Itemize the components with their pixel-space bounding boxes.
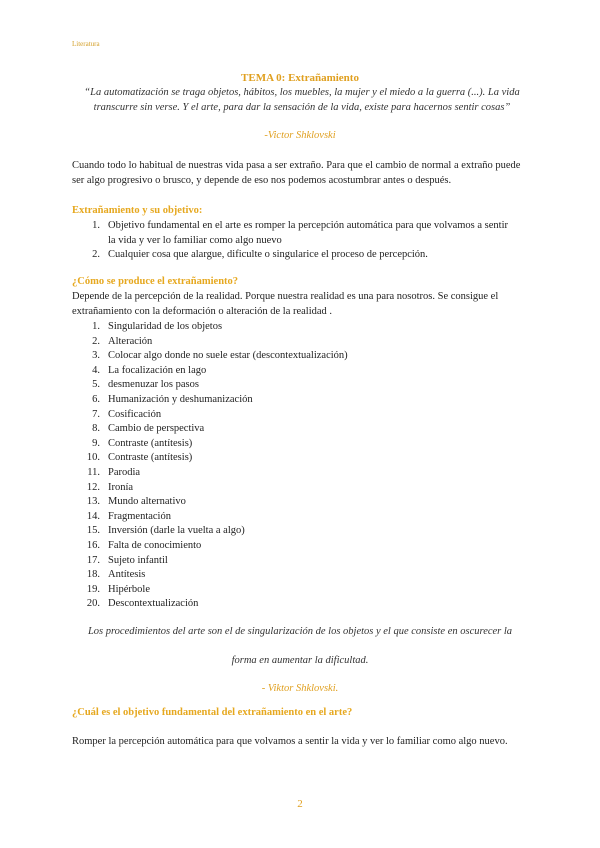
list-number: 5.	[92, 379, 100, 391]
list-number: 19.	[86, 583, 100, 595]
list-text: Singularidad de los objetos	[108, 321, 223, 332]
list-item	[72, 378, 512, 393]
section-heading-extranamiento: Extrañamiento y su objetivo:	[72, 205, 203, 216]
list-item	[72, 495, 512, 510]
list-text: Falta de conocimiento	[108, 539, 202, 551]
list-number: 12.	[86, 481, 100, 493]
list-text: Cualquier cosa que alargue, dificulte o singularice el proceso de percepción.	[108, 249, 428, 261]
section2-intro: Depende de la percepción de la realidad. Porque nuestra realidad es una para nosotros. Se consigue el extrañamiento con la deformación o alteración de la realidad .	[72, 291, 499, 317]
list-item	[72, 219, 512, 248]
procedures-quote-line1: Los procedimientos del arte son el de singularización de los objetos y el que consiste en oscurecer la	[87, 626, 513, 637]
list-text: Mundo alternativo	[108, 496, 186, 508]
list-item	[72, 597, 512, 612]
list-item	[72, 583, 512, 598]
intro-paragraph: Cuando todo lo habitual de nuestras vida pasa a ser extraño. Para que el cambio de normal a extraño puede ser algo progresivo o brusco, y depende de eso nos podemos acostumbrar antes o después.	[72, 160, 521, 186]
list-number: 7.	[92, 408, 100, 420]
procedures-quote-author: - Viktor Shklovski.	[261, 683, 339, 694]
list-item	[72, 539, 512, 554]
list-text: Contraste (antítesis)	[108, 437, 193, 449]
list-number: 1.	[92, 321, 100, 332]
list-number: 6.	[92, 393, 100, 405]
list-item	[72, 524, 512, 539]
list-item	[72, 466, 512, 481]
list-number: 16.	[86, 539, 100, 551]
procedures-list	[72, 320, 512, 612]
header-tag: Literatura	[72, 40, 100, 48]
page-title: TEMA 0: Extrañamiento	[241, 72, 359, 84]
section-heading-como: ¿Cómo se produce el extrañamiento?	[72, 276, 239, 287]
page-number: 2	[297, 798, 303, 810]
list-text: Fragmentación	[108, 510, 171, 522]
list-text: Sujeto infantil	[108, 554, 168, 566]
list-text: Colocar algo donde no suele estar (descontextualización)	[108, 350, 348, 362]
list-number: 18.	[86, 569, 100, 581]
list-text: Humanización y deshumanización	[108, 393, 253, 405]
list-item	[72, 554, 512, 569]
list-item	[72, 510, 512, 525]
list-text: Ironía	[108, 481, 134, 493]
list-item	[72, 437, 512, 452]
list-item	[72, 349, 512, 364]
list-number: 14.	[86, 510, 100, 522]
procedures-quote-line2: forma en aumentar la dificultad.	[231, 655, 369, 666]
list-number: 15.	[86, 525, 100, 537]
list-text: Alteración	[108, 335, 153, 347]
list-number: 2.	[92, 249, 100, 261]
objective-answer: Romper la percepción automática para que volvamos a sentir la vida y ver lo familiar como algo nuevo.	[72, 736, 508, 747]
list-number: 9.	[92, 437, 100, 449]
list-item	[72, 335, 512, 350]
list-item	[72, 393, 512, 408]
list-number: 13.	[86, 496, 100, 508]
list-text: Inversión (darle la vuelta a algo)	[108, 525, 245, 537]
list-text: Antítesis	[108, 569, 146, 581]
quote-author: -Victor Shklovski	[264, 130, 336, 141]
list-text: desmenuzar los pasos	[108, 379, 199, 391]
list-text: Cosificación	[108, 408, 162, 420]
list-number: 1.	[92, 220, 100, 231]
list-item	[72, 364, 512, 379]
section-heading-objetivo: ¿Cuál es el objetivo fundamental del extrañamiento en el arte?	[72, 707, 353, 718]
list-number: 3.	[92, 350, 100, 362]
list-text: Cambio de perspectiva	[108, 423, 205, 435]
list-item	[72, 248, 512, 263]
list-text: La focalización en lago	[108, 364, 207, 376]
list-item	[72, 422, 512, 437]
objective-list	[72, 219, 512, 263]
list-text: Objetivo fundamental en el arte es romper la percepción automática para que volvamos a sentir la vida y ver lo familiar como algo nuevo	[108, 220, 509, 246]
list-text: Hipérbole	[108, 583, 150, 595]
list-item	[72, 451, 512, 466]
list-number: 8.	[92, 423, 100, 435]
opening-quote: “La automatización se traga objetos, hábitos, los muebles, la mujer y el miedo a la guerra (...). La vida transcurre sin verse. Y el arte, para dar la sensación de la vida, existe para hacernos sentir cosas”	[84, 87, 520, 113]
list-text: Descontextualización	[108, 598, 199, 610]
list-item	[72, 481, 512, 496]
list-item	[72, 408, 512, 423]
list-item	[72, 568, 512, 583]
list-item	[72, 320, 512, 335]
list-number: 10.	[86, 452, 100, 464]
list-text: Contraste (antítesis)	[108, 452, 193, 464]
list-number: 17.	[86, 554, 100, 566]
list-number: 20.	[86, 598, 100, 610]
list-number: 4.	[92, 364, 100, 376]
list-number: 2.	[92, 335, 100, 347]
list-number: 11.	[87, 466, 100, 478]
list-text: Parodia	[108, 466, 141, 478]
